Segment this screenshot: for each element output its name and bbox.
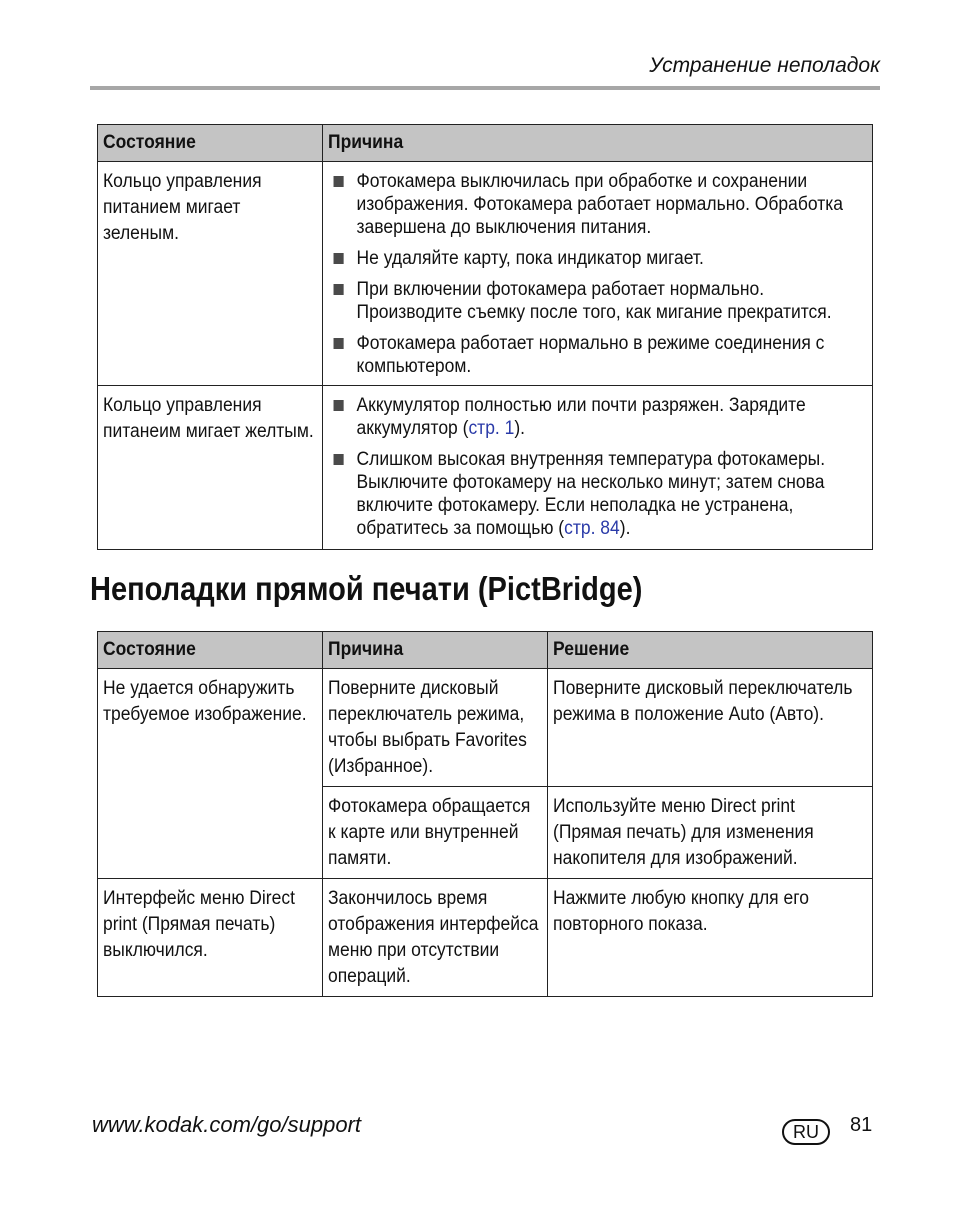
running-header: Устранение неполадок xyxy=(649,54,880,77)
cause-bullet: Фотокамера выключилась при обработке и сохранении изображения. Фотокамера работает нормально. Обработка завершена до выключения питания. xyxy=(328,170,864,239)
header-rule xyxy=(90,86,880,90)
bullet-square-icon xyxy=(334,284,344,295)
state-cell: Кольцо управления питанеим мигает желтым. xyxy=(98,386,323,550)
troubleshooting-table-2 xyxy=(97,631,873,997)
table-row xyxy=(98,386,873,550)
troubleshooting-table-1 xyxy=(97,124,873,550)
state-cell: Не удается обнаружить требуемое изображение. xyxy=(98,669,323,879)
page-number: 81 xyxy=(850,1114,873,1136)
solution-cell: Поверните дисковый переключатель режима в положение Auto (Авто). xyxy=(548,669,873,787)
support-url[interactable]: www.kodak.com/go/support xyxy=(92,1112,362,1137)
cause-cell: Поверните дисковый переключатель режима, чтобы выбрать Favorites (Избранное). xyxy=(323,669,548,787)
column-header-cause: Причина xyxy=(323,632,548,669)
state-cell: Кольцо управления питанием мигает зеленым. xyxy=(98,162,323,386)
cause-bullet: Не удаляйте карту, пока индикатор мигает. xyxy=(328,247,864,270)
bullet-square-icon xyxy=(334,338,344,349)
bullet-square-icon xyxy=(334,454,344,465)
page-link[interactable]: стр. 84 xyxy=(564,518,620,539)
cause-bullet: Слишком высокая внутренняя температура фотокамеры. Выключите фотокамеру на несколько минут; затем снова включите фотокамеру. Если неполадка не устранена, обратитесь за помощью (стр. 84). xyxy=(328,448,864,540)
table-row xyxy=(98,669,873,787)
cause-bullet: При включении фотокамера работает нормально. Производите съемку после того, как мигание прекратится. xyxy=(328,278,864,324)
column-header-solution: Решение xyxy=(548,632,873,669)
column-header-cause: Причина xyxy=(323,125,873,162)
solution-cell: Нажмите любую кнопку для его повторного показа. xyxy=(548,879,873,997)
bullet-square-icon xyxy=(334,400,344,411)
cause-cell xyxy=(323,162,873,386)
cause-cell xyxy=(323,386,873,550)
cause-cell: Закончилось время отображения интерфейса меню при отсутствии операций. xyxy=(323,879,548,997)
table-row xyxy=(98,879,873,997)
section-title: Неполадки прямой печати (PictBridge) xyxy=(90,570,643,607)
table-row xyxy=(98,162,873,386)
table-header-row xyxy=(98,632,873,669)
table-header-row xyxy=(98,125,873,162)
cause-bullet: Фотокамера работает нормально в режиме соединения с компьютером. xyxy=(328,332,864,378)
state-cell: Интерфейс меню Direct print (Прямая печать) выключился. xyxy=(98,879,323,997)
bullet-square-icon xyxy=(334,253,344,264)
column-header-state: Состояние xyxy=(98,632,323,669)
language-badge: RU xyxy=(782,1119,830,1145)
cause-cell: Фотокамера обращается к карте или внутренней памяти. xyxy=(323,787,548,879)
cause-bullet: Аккумулятор полностью или почти разряжен. Зарядите аккумулятор (стр. 1). xyxy=(328,394,864,440)
solution-cell: Используйте меню Direct print (Прямая печать) для изменения накопителя для изображений. xyxy=(548,787,873,879)
bullet-square-icon xyxy=(334,176,344,187)
page-link[interactable]: стр. 1 xyxy=(468,418,515,439)
column-header-state: Состояние xyxy=(98,125,323,162)
